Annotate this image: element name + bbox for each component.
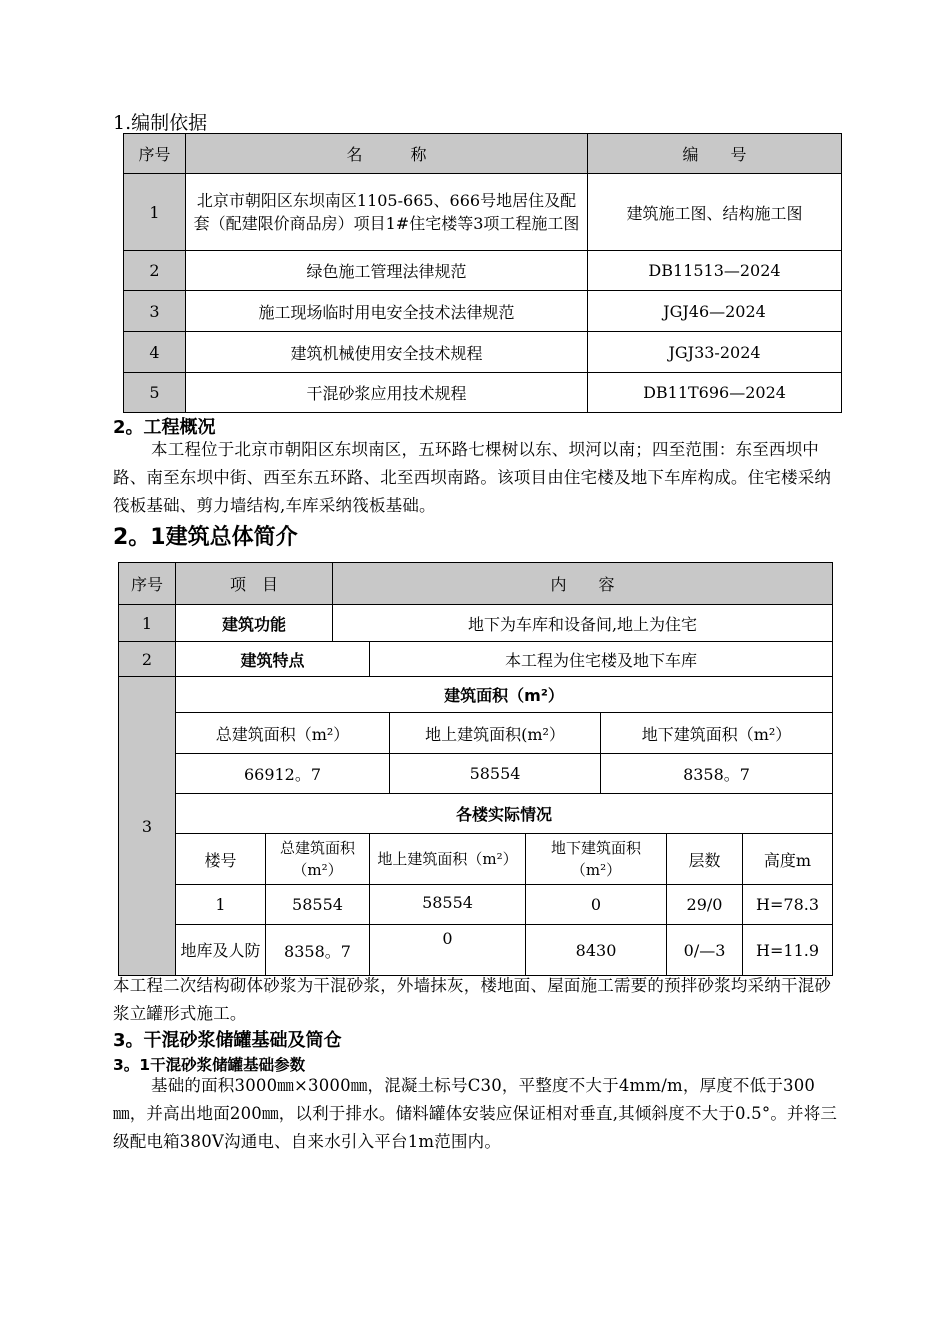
bldg-cell: 0 [526,885,667,925]
section-2-1-heading: 2。1建筑总体简介 [113,525,298,550]
bldg-cell: 58554 [370,885,526,925]
area-value-below: 8358。7 [601,754,833,794]
bldg-cell: 0/—3 [667,925,743,976]
row-name: 施工现场临时用电安全技术法律规范 [186,291,588,332]
bldg-cell: 1 [176,885,266,925]
basis-table [123,133,842,413]
row-name: 建筑机械使用安全技术规程 [186,332,588,373]
row-no: 3 [124,291,186,332]
table-row [119,834,833,885]
table-row [119,925,833,976]
header-no: 序号 [124,134,186,174]
header-name: 名 称 [186,134,588,174]
table-row [124,174,842,251]
section-1-heading: 1.编制依据 [113,112,208,134]
table-row [119,713,833,754]
header-code: 编 号 [588,134,842,174]
bldg-header: 高度m [743,834,833,885]
row-no: 2 [119,642,176,677]
mortar-note: 本工程二次结构砌体砂浆为干混砂浆，外墙抹灰，楼地面、屋面施工需要的预拌砂浆均采纳干混砂浆立罐形式施工。 [113,976,832,1023]
bldg-header: 层数 [667,834,743,885]
area-header-above: 地上建筑面积(m²） [390,713,601,754]
building-summary-table [118,562,833,976]
bldg-cell: 地库及人防 [176,925,266,976]
area-value-above: 58554 [390,754,601,794]
row-code: DB11T696—2024 [588,373,842,413]
table-row [119,794,833,834]
table-row [119,885,833,925]
header-content: 内 容 [333,563,833,605]
table-row [119,677,833,713]
row-name: 北京市朝阳区东坝南区1105-665、666号地居住及配套（配建限价商品房）项目1#住宅楼等3项工程施工图 [186,174,588,251]
overview-paragraph: 本工程位于北京市朝阳区东坝南区，五环路七棵树以东、坝河以南；四至范围：东至西坝中路、南至东坝中街、西至东五环路、北至西坝南路。该项目由住宅楼及地下车库构成。住宅楼采纳筏板基础、剪力墙结构,车库采纳筏板基础。 [113,440,832,515]
row-no: 4 [124,332,186,373]
row-code: DB11513—2024 [588,251,842,291]
bldg-header: 地下建筑面积（m²） [526,834,667,885]
row-code: JGJ33-2024 [588,332,842,373]
row-name: 绿色施工管理法律规范 [186,251,588,291]
foundation-paragraph: 基础的面积3000㎜×3000㎜，混凝土标号C30，平整度不大于4mm/m，厚度不低于300㎜，并高出地面200㎜，以利于排水。储料罐体安装应保证相对垂直,其倾斜度不大于0.5°。并将三级配电箱380V沟通电、自来水引入平台1m范围内。 [113,1076,838,1151]
table-row [119,754,833,794]
bldg-cell: 8358。7 [266,925,370,976]
area-header-total: 总建筑面积（m²） [176,713,390,754]
bldg-header: 总建筑面积（m²） [266,834,370,885]
bldg-header: 地上建筑面积（m²） [370,834,526,885]
table-row [119,605,833,642]
table-row [124,251,842,291]
table-header-row [124,134,842,174]
section-3-1-heading: 3。1干混砂浆储罐基础参数 [113,1056,306,1074]
row-content: 本工程为住宅楼及地下车库 [370,642,833,677]
bldg-title: 各楼实际情况 [176,794,833,834]
section-2-heading: 2。工程概况 [113,417,216,438]
row-item: 建筑功能 [176,605,333,642]
bldg-cell: 8430 [526,925,667,976]
row-no: 1 [124,174,186,251]
row-name: 干混砂浆应用技术规程 [186,373,588,413]
table-row [119,642,833,677]
row-code: JGJ46—2024 [588,291,842,332]
bldg-cell: 58554 [266,885,370,925]
table-row [124,291,842,332]
row-code: 建筑施工图、结构施工图 [588,174,842,251]
bldg-cell: 29/0 [667,885,743,925]
area-header-below: 地下建筑面积（m²） [601,713,833,754]
table-header-row [119,563,833,605]
row-no: 5 [124,373,186,413]
row-no: 2 [124,251,186,291]
section-3-heading: 3。干混砂浆储罐基础及筒仓 [113,1030,342,1051]
header-no: 序号 [119,563,176,605]
bldg-cell: H=78.3 [743,885,833,925]
row-no: 1 [119,605,176,642]
header-item: 项 目 [176,563,333,605]
row-no: 3 [119,677,176,976]
row-item: 建筑特点 [176,642,370,677]
bldg-header: 楼号 [176,834,266,885]
row-content: 地下为车库和设备间,地上为住宅 [333,605,833,642]
area-value-total: 66912。7 [176,754,390,794]
bldg-cell: H=11.9 [743,925,833,976]
table-row [124,373,842,413]
table-row [124,332,842,373]
area-title: 建筑面积（m²） [176,677,833,713]
bldg-cell: 0 [370,925,526,976]
